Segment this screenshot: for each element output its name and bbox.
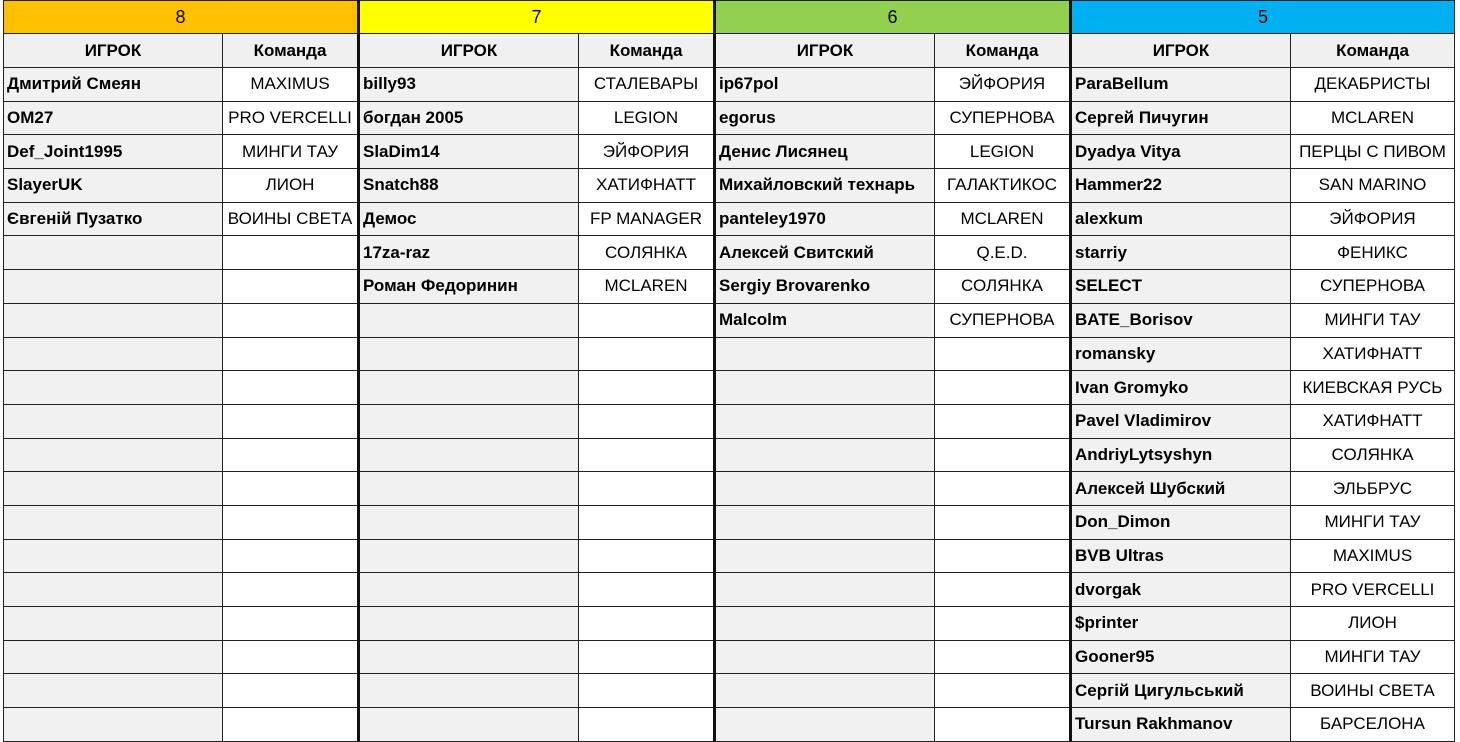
table-row [4, 404, 1455, 438]
team-column-header[interactable]: Команда [223, 34, 359, 68]
player-cell[interactable]: SlayerUK [4, 169, 223, 203]
team-cell[interactable]: МИНГИ ТАУ [1291, 640, 1455, 674]
team-cell[interactable]: СОЛЯНКА [579, 236, 715, 270]
player-cell[interactable]: alexkum [1071, 202, 1291, 236]
table-row [4, 607, 1455, 641]
team-cell[interactable] [223, 236, 359, 270]
player-cell[interactable]: Алексей Свитский [715, 236, 935, 270]
player-cell[interactable] [715, 438, 935, 472]
team-cell[interactable] [935, 438, 1071, 472]
team-cell[interactable] [579, 674, 715, 708]
team-cell[interactable] [223, 371, 359, 405]
player-cell[interactable] [715, 640, 935, 674]
player-cell[interactable]: BATE_Borisov [1071, 303, 1291, 337]
player-cell[interactable]: Sergiy Brovarenko [715, 270, 935, 304]
table-row [4, 202, 1455, 236]
group-header-8[interactable]: 8 [4, 1, 359, 34]
player-cell[interactable] [359, 303, 579, 337]
table-row [4, 505, 1455, 539]
team-cell[interactable]: ЛИОН [223, 169, 359, 203]
team-cell[interactable]: ПЕРЦЫ С ПИВОМ [1291, 135, 1455, 169]
team-cell[interactable] [579, 438, 715, 472]
team-cell[interactable] [579, 640, 715, 674]
team-cell[interactable] [579, 371, 715, 405]
table-row [4, 68, 1455, 102]
table-row [4, 472, 1455, 506]
team-cell[interactable] [579, 404, 715, 438]
team-cell[interactable] [223, 472, 359, 506]
player-cell[interactable] [359, 539, 579, 573]
table-row [4, 371, 1455, 405]
team-cell[interactable] [223, 708, 359, 742]
player-cell[interactable]: Gooner95 [1071, 640, 1291, 674]
team-cell[interactable] [935, 337, 1071, 371]
team-cell[interactable]: ДЕКАБРИСТЫ [1291, 68, 1455, 102]
player-cell[interactable]: 17za-raz [359, 236, 579, 270]
player-cell[interactable]: $printer [1071, 607, 1291, 641]
player-cell[interactable] [4, 505, 223, 539]
team-cell[interactable] [935, 674, 1071, 708]
team-cell[interactable] [223, 404, 359, 438]
team-cell[interactable]: МИНГИ ТАУ [1291, 303, 1455, 337]
team-cell[interactable] [223, 674, 359, 708]
team-cell[interactable]: СТАЛЕВАРЫ [579, 68, 715, 102]
team-cell[interactable] [935, 708, 1071, 742]
table-row [4, 708, 1455, 742]
team-cell[interactable]: КИЕВСКАЯ РУСЬ [1291, 371, 1455, 405]
player-cell[interactable] [359, 674, 579, 708]
table-row [4, 236, 1455, 270]
player-cell[interactable] [4, 472, 223, 506]
player-cell[interactable]: Дмитрий Смеян [4, 68, 223, 102]
team-cell[interactable]: PRO VERCELLI [1291, 573, 1455, 607]
team-cell[interactable] [579, 303, 715, 337]
table-row [4, 337, 1455, 371]
player-cell[interactable]: Євгеній Пузатко [4, 202, 223, 236]
team-cell[interactable]: MAXIMUS [1291, 539, 1455, 573]
column-header-row [4, 34, 1455, 68]
team-cell[interactable]: MCLAREN [935, 202, 1071, 236]
team-cell[interactable]: ГАЛАКТИКОС [935, 169, 1071, 203]
team-cell[interactable] [935, 404, 1071, 438]
player-cell[interactable]: Malcolm [715, 303, 935, 337]
player-cell[interactable]: Денис Лисянец [715, 135, 935, 169]
player-cell[interactable]: SlaDim14 [359, 135, 579, 169]
group-header-row [4, 1, 1455, 34]
team-cell[interactable] [579, 472, 715, 506]
team-cell[interactable] [579, 708, 715, 742]
player-cell[interactable]: Ivan Gromyko [1071, 371, 1291, 405]
player-cell[interactable]: BVB Ultras [1071, 539, 1291, 573]
player-cell[interactable]: Tursun Rakhmanov [1071, 708, 1291, 742]
player-cell[interactable]: OM27 [4, 101, 223, 135]
player-cell[interactable]: ParaBellum [1071, 68, 1291, 102]
team-cell[interactable] [223, 607, 359, 641]
players-table [3, 0, 1455, 742]
player-cell[interactable]: Алексей Шубский [1071, 472, 1291, 506]
team-cell[interactable] [935, 539, 1071, 573]
team-cell[interactable]: MCLAREN [1291, 101, 1455, 135]
player-cell[interactable]: Демос [359, 202, 579, 236]
player-column-header[interactable]: ИГРОК [359, 34, 579, 68]
player-cell[interactable]: Don_Dimon [1071, 505, 1291, 539]
player-cell[interactable]: Hammer22 [1071, 169, 1291, 203]
table-row [4, 640, 1455, 674]
player-cell[interactable] [715, 505, 935, 539]
team-cell[interactable]: ЭЙФОРИЯ [579, 135, 715, 169]
team-cell[interactable]: ФЕНИКС [1291, 236, 1455, 270]
player-cell[interactable] [715, 472, 935, 506]
table-row [4, 438, 1455, 472]
player-cell[interactable]: Dyadya Vitya [1071, 135, 1291, 169]
team-cell[interactable] [579, 539, 715, 573]
player-cell[interactable] [4, 236, 223, 270]
player-cell[interactable] [715, 371, 935, 405]
team-cell[interactable]: МИНГИ ТАУ [1291, 505, 1455, 539]
team-cell[interactable]: ЛИОН [1291, 607, 1455, 641]
player-cell[interactable] [4, 640, 223, 674]
team-cell[interactable]: PRO VERCELLI [223, 101, 359, 135]
player-cell[interactable]: Snatch88 [359, 169, 579, 203]
player-cell[interactable] [359, 337, 579, 371]
team-cell[interactable]: ВОИНЫ СВЕТА [1291, 674, 1455, 708]
team-cell[interactable] [935, 371, 1071, 405]
team-cell[interactable]: ЭЙФОРИЯ [1291, 202, 1455, 236]
team-cell[interactable]: ЭЛЬБРУС [1291, 472, 1455, 506]
group-header-7[interactable]: 7 [359, 1, 715, 34]
player-cell[interactable]: AndriyLytsyshyn [1071, 438, 1291, 472]
team-cell[interactable]: СУПЕРНОВА [935, 303, 1071, 337]
player-cell[interactable]: Def_Joint1995 [4, 135, 223, 169]
team-cell[interactable] [223, 438, 359, 472]
team-cell[interactable]: СУПЕРНОВА [1291, 270, 1455, 304]
table-row [4, 135, 1455, 169]
team-cell[interactable]: ВОИНЫ СВЕТА [223, 202, 359, 236]
team-cell[interactable] [935, 640, 1071, 674]
player-cell[interactable] [715, 337, 935, 371]
team-cell[interactable] [935, 472, 1071, 506]
team-cell[interactable] [579, 337, 715, 371]
team-cell[interactable] [579, 607, 715, 641]
player-cell[interactable] [359, 505, 579, 539]
table-row [4, 303, 1455, 337]
player-cell[interactable] [359, 607, 579, 641]
table-row [4, 573, 1455, 607]
team-cell[interactable]: СОЛЯНКА [935, 270, 1071, 304]
team-cell[interactable] [223, 573, 359, 607]
team-cell[interactable] [223, 303, 359, 337]
player-column-header[interactable]: ИГРОК [4, 34, 223, 68]
team-cell[interactable]: СУПЕРНОВА [935, 101, 1071, 135]
player-cell[interactable] [4, 607, 223, 641]
team-cell[interactable]: SAN MARINO [1291, 169, 1455, 203]
player-cell[interactable] [4, 674, 223, 708]
team-cell[interactable] [223, 539, 359, 573]
player-cell[interactable] [715, 539, 935, 573]
team-cell[interactable]: MCLAREN [579, 270, 715, 304]
team-column-header[interactable]: Команда [579, 34, 715, 68]
table-row [4, 539, 1455, 573]
player-cell[interactable]: billy93 [359, 68, 579, 102]
player-column-header[interactable]: ИГРОК [1071, 34, 1291, 68]
team-cell[interactable]: МИНГИ ТАУ [223, 135, 359, 169]
team-cell[interactable]: ХАТИФНАТТ [579, 169, 715, 203]
team-cell[interactable] [579, 573, 715, 607]
player-cell[interactable]: SELECT [1071, 270, 1291, 304]
player-cell[interactable] [4, 371, 223, 405]
player-cell[interactable] [359, 708, 579, 742]
player-cell[interactable] [4, 438, 223, 472]
team-cell[interactable]: СОЛЯНКА [1291, 438, 1455, 472]
team-cell[interactable]: LEGION [935, 135, 1071, 169]
player-cell[interactable]: egorus [715, 101, 935, 135]
player-cell[interactable] [715, 404, 935, 438]
player-cell[interactable] [4, 270, 223, 304]
team-cell[interactable]: ХАТИФНАТТ [1291, 337, 1455, 371]
player-cell[interactable]: Pavel Vladimirov [1071, 404, 1291, 438]
player-column-header[interactable]: ИГРОК [715, 34, 935, 68]
team-cell[interactable]: LEGION [579, 101, 715, 135]
team-cell[interactable]: ХАТИФНАТТ [1291, 404, 1455, 438]
team-cell[interactable] [223, 505, 359, 539]
table-row [4, 169, 1455, 203]
player-cell[interactable] [4, 337, 223, 371]
player-cell[interactable] [4, 303, 223, 337]
player-cell[interactable] [715, 674, 935, 708]
table-row [4, 270, 1455, 304]
player-cell[interactable]: dvorgak [1071, 573, 1291, 607]
team-cell[interactable]: ЭЙФОРИЯ [935, 68, 1071, 102]
team-column-header[interactable]: Команда [1291, 34, 1455, 68]
player-cell[interactable] [359, 404, 579, 438]
player-cell[interactable]: Михайловский технарь [715, 169, 935, 203]
team-cell[interactable] [579, 505, 715, 539]
team-cell[interactable]: Q.E.D. [935, 236, 1071, 270]
player-cell[interactable] [359, 640, 579, 674]
player-cell[interactable] [4, 708, 223, 742]
player-cell[interactable] [359, 371, 579, 405]
player-cell[interactable] [359, 573, 579, 607]
group-header-6[interactable]: 6 [715, 1, 1071, 34]
player-cell[interactable]: panteley1970 [715, 202, 935, 236]
player-cell[interactable] [359, 472, 579, 506]
team-cell[interactable] [223, 640, 359, 674]
table-row [4, 101, 1455, 135]
player-cell[interactable]: Роман Федоринин [359, 270, 579, 304]
team-cell[interactable] [223, 270, 359, 304]
team-cell[interactable] [935, 573, 1071, 607]
player-cell[interactable]: romansky [1071, 337, 1291, 371]
player-cell[interactable] [715, 708, 935, 742]
team-cell[interactable]: БАРСЕЛОНА [1291, 708, 1455, 742]
team-cell[interactable]: MAXIMUS [223, 68, 359, 102]
team-cell[interactable] [935, 607, 1071, 641]
player-cell[interactable]: Сергей Пичугин [1071, 101, 1291, 135]
player-cell[interactable] [359, 438, 579, 472]
team-column-header[interactable]: Команда [935, 34, 1071, 68]
player-cell[interactable]: ip67pol [715, 68, 935, 102]
player-cell[interactable]: Сергій Цигульський [1071, 674, 1291, 708]
team-cell[interactable] [223, 337, 359, 371]
team-cell[interactable] [935, 505, 1071, 539]
player-cell[interactable] [4, 573, 223, 607]
group-header-5[interactable]: 5 [1071, 1, 1455, 34]
player-cell[interactable]: богдан 2005 [359, 101, 579, 135]
player-cell[interactable] [4, 539, 223, 573]
player-cell[interactable] [715, 573, 935, 607]
player-cell[interactable]: starriy [1071, 236, 1291, 270]
team-cell[interactable]: FP MANAGER [579, 202, 715, 236]
player-cell[interactable] [715, 607, 935, 641]
table-row [4, 674, 1455, 708]
player-cell[interactable] [4, 404, 223, 438]
